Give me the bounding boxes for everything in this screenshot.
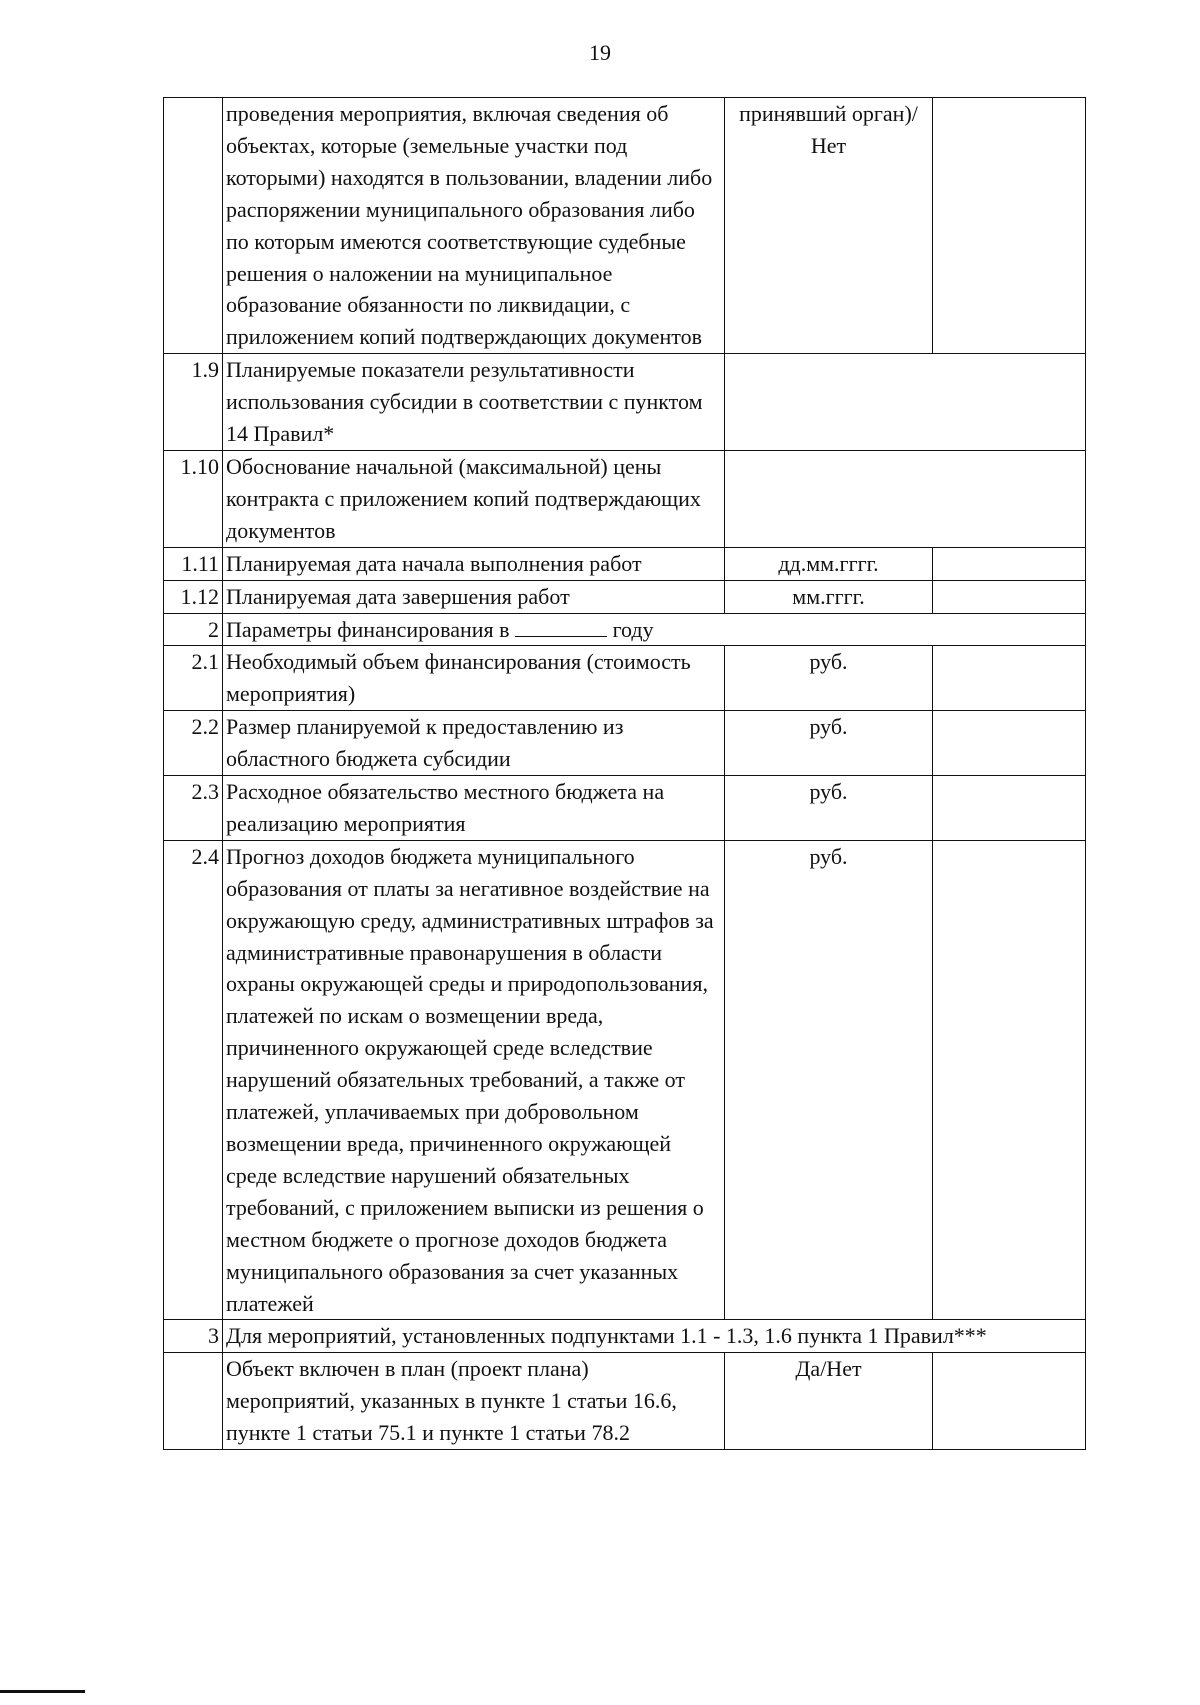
row-description: Планируемая дата завершения работ bbox=[223, 580, 725, 613]
row-number: 1.9 bbox=[164, 354, 223, 451]
row-number bbox=[164, 98, 223, 354]
row-number bbox=[164, 1353, 223, 1450]
row-value-cell[interactable] bbox=[933, 547, 1086, 580]
scan-edge-line bbox=[0, 1690, 85, 1693]
row-description: Обоснование начальной (максимальной) цены контракта с приложением копий подтверждающих документов bbox=[223, 450, 725, 547]
row-unit: руб. bbox=[725, 840, 933, 1320]
row-description: проведения мероприятия, включая сведения об объектах, которые (земельные участки под которыми) находятся в пользовании, владении либо распоряжении муниципального образования либо по которым имеются соответствующие судебные решения о наложении на муниципальное образование обязанности по ликвидации, с приложением копий подтверждающих документов bbox=[223, 98, 725, 354]
row-value-cell[interactable] bbox=[725, 450, 1086, 547]
table-row bbox=[164, 1353, 1086, 1450]
section-heading-text: Параметры финансирования в bbox=[226, 616, 510, 642]
page-number: 19 bbox=[589, 40, 611, 65]
row-number: 1.10 bbox=[164, 450, 223, 547]
section-heading-text-end: году bbox=[612, 616, 654, 642]
row-description: Прогноз доходов бюджета муниципального образования от платы за негативное воздействие на окружающую среду, административных штрафов за административные правонарушения в области охраны окружающей среды и природопользования, платежей по искам о возмещении вреда, причиненного окружающей среде вследствие нарушений обязательных требований, а также от платежей, уплачиваемых при добровольном возмещении вреда, причиненного окружающей среде вследствие нарушений обязательных требований, с приложением выписки из решения о местном бюджете о прогнозе доходов бюджета муниципального образования за счет указанных платежей bbox=[223, 840, 725, 1320]
table-row bbox=[164, 711, 1086, 776]
section-heading: Для мероприятий, установленных подпунктами 1.1 - 1.3, 1.6 пункта 1 Правил*** bbox=[223, 1320, 1086, 1353]
row-value-cell[interactable] bbox=[933, 840, 1086, 1320]
table-row bbox=[164, 580, 1086, 613]
row-value-cell[interactable] bbox=[933, 1353, 1086, 1450]
row-number: 1.12 bbox=[164, 580, 223, 613]
table-row bbox=[164, 354, 1086, 451]
row-value-cell[interactable] bbox=[933, 580, 1086, 613]
row-value-cell[interactable] bbox=[933, 98, 1086, 354]
row-unit: руб. bbox=[725, 646, 933, 711]
row-number: 2.4 bbox=[164, 840, 223, 1320]
row-unit: руб. bbox=[725, 711, 933, 776]
application-form-table bbox=[163, 97, 1086, 1450]
row-description: Планируемые показатели результативности использования субсидии в соответствии с пунктом 14 Правил* bbox=[223, 354, 725, 451]
row-number: 1.11 bbox=[164, 547, 223, 580]
row-number: 2.1 bbox=[164, 646, 223, 711]
row-unit: Да/Нет bbox=[725, 1353, 933, 1450]
row-description: Расходное обязательство местного бюджета на реализацию мероприятия bbox=[223, 776, 725, 841]
row-unit: руб. bbox=[725, 776, 933, 841]
row-number: 3 bbox=[164, 1320, 223, 1353]
year-blank-field[interactable] bbox=[515, 618, 607, 637]
row-value-cell[interactable] bbox=[933, 646, 1086, 711]
row-unit: дд.мм.гггг. bbox=[725, 547, 933, 580]
row-description: Планируемая дата начала выполнения работ bbox=[223, 547, 725, 580]
row-number: 2.3 bbox=[164, 776, 223, 841]
row-description: Необходимый объем финансирования (стоимость мероприятия) bbox=[223, 646, 725, 711]
row-value-cell[interactable] bbox=[933, 711, 1086, 776]
table-row bbox=[164, 1320, 1086, 1353]
row-value-cell[interactable] bbox=[725, 354, 1086, 451]
row-number: 2.2 bbox=[164, 711, 223, 776]
table-row bbox=[164, 547, 1086, 580]
row-number: 2 bbox=[164, 613, 223, 646]
row-description: Размер планируемой к предоставлению из областного бюджета субсидии bbox=[223, 711, 725, 776]
row-value-cell[interactable] bbox=[933, 776, 1086, 841]
row-unit: мм.гггг. bbox=[725, 580, 933, 613]
table-row bbox=[164, 613, 1086, 646]
table-row bbox=[164, 776, 1086, 841]
section-heading bbox=[223, 613, 1086, 646]
table-row bbox=[164, 450, 1086, 547]
row-description: Объект включен в план (проект плана) мероприятий, указанных в пункте 1 статьи 16.6, пункте 1 статьи 75.1 и пункте 1 статьи 78.2 bbox=[223, 1353, 725, 1450]
table-row bbox=[164, 98, 1086, 354]
table-row bbox=[164, 840, 1086, 1320]
row-unit: принявший орган)/Нет bbox=[725, 98, 933, 354]
table-row bbox=[164, 646, 1086, 711]
